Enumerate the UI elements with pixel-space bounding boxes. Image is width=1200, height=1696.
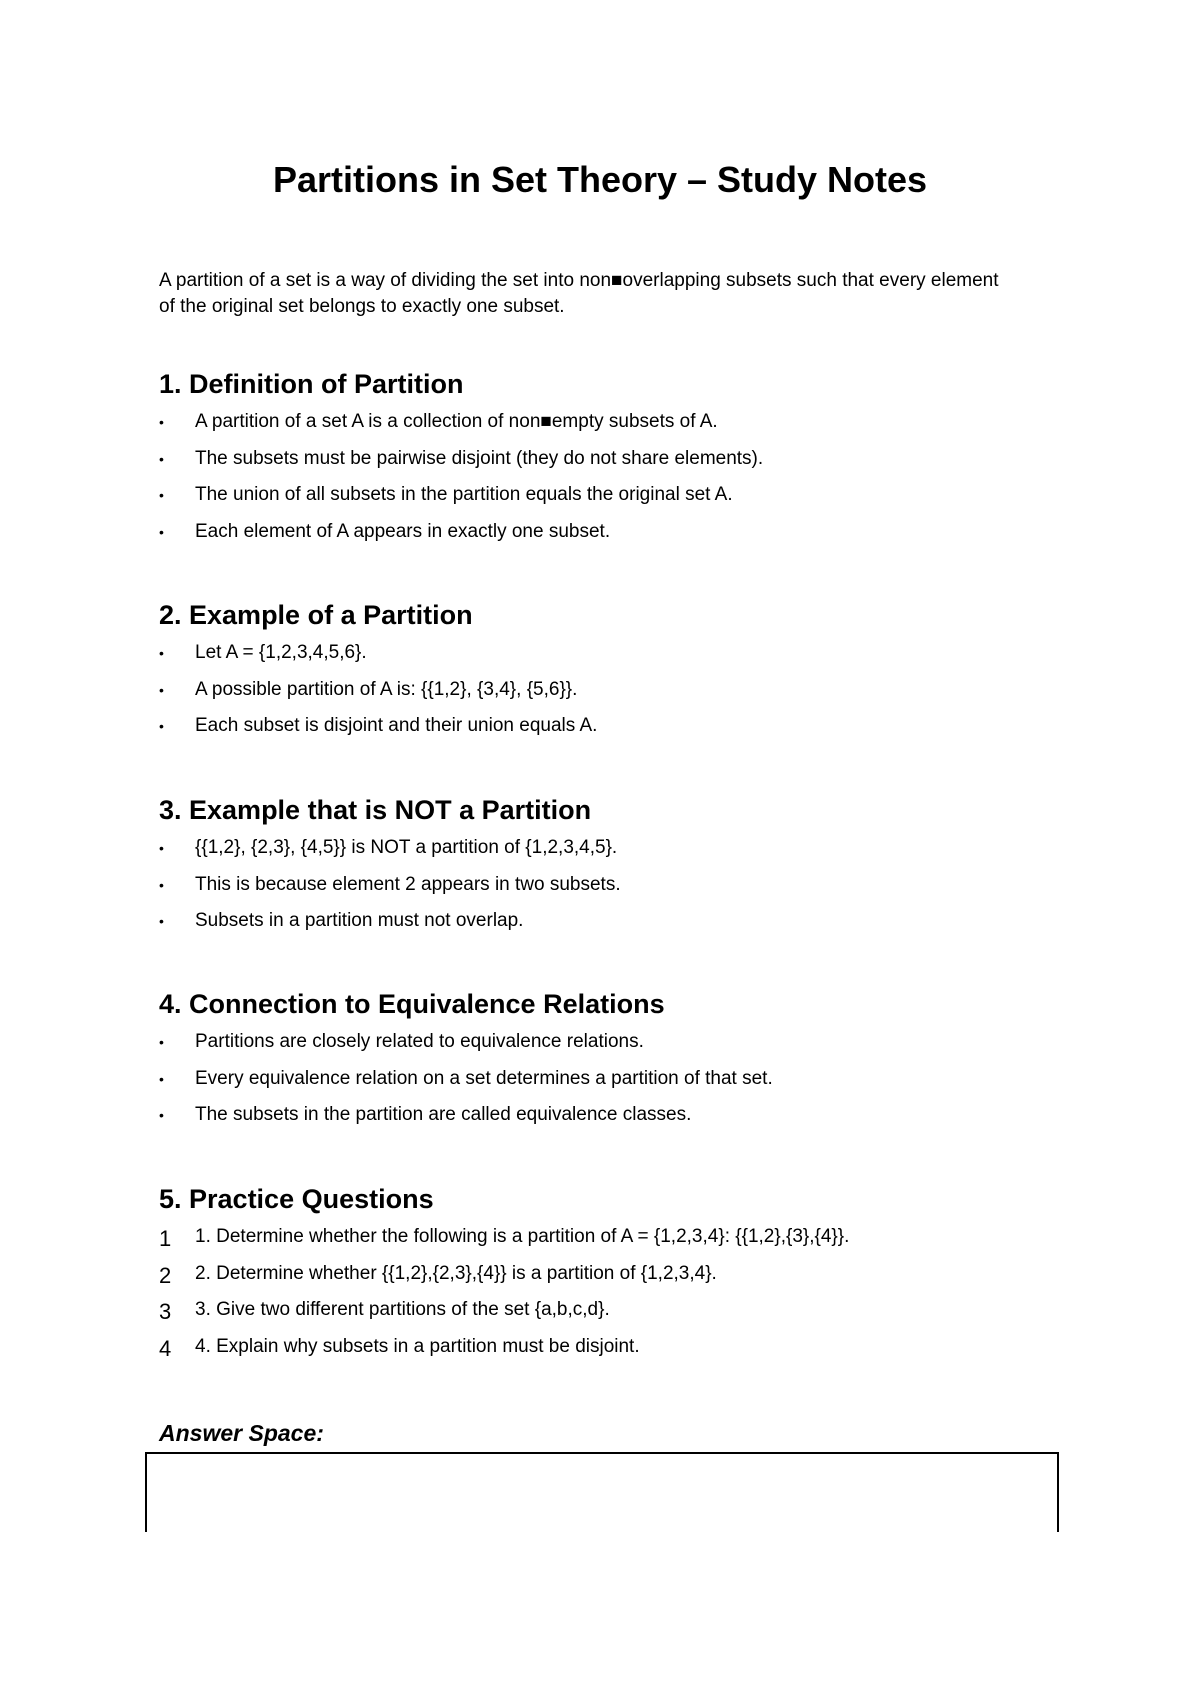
section-heading: 2. Example of a Partition <box>159 600 473 630</box>
list-item <box>159 906 1059 943</box>
question-number: 4 <box>159 1335 172 1361</box>
bullet-list <box>159 1027 1059 1137</box>
bullet-icon: • <box>159 414 164 430</box>
list-item <box>159 444 1059 481</box>
question-text: 4. Explain why subsets in a partition must be disjoint. <box>195 1335 640 1357</box>
list-item-text: This is because element 2 appears in two subsets. <box>195 873 621 895</box>
section-example <box>159 598 1059 748</box>
section-equivalence <box>159 987 1059 1137</box>
list-item-text: A partition of a set A is a collection of non■empty subsets of A. <box>195 411 718 432</box>
list-item-text: Subsets in a partition must not overlap. <box>195 910 524 931</box>
list-item <box>159 1100 1059 1137</box>
list-item-text: The subsets must be pairwise disjoint (they do not share elements). <box>195 447 764 469</box>
bullet-icon: • <box>159 1070 164 1087</box>
section-heading: 3. Example that is NOT a Partition <box>159 795 592 825</box>
list-item <box>159 480 1059 517</box>
list-item-text: Let A = {1,2,3,4,5,6}. <box>195 642 367 663</box>
list-item-text: Each subset is disjoint and their union equals A. <box>195 715 598 736</box>
list-item <box>159 517 1059 554</box>
bullet-list <box>159 407 1059 553</box>
bullet-icon: • <box>159 718 164 734</box>
question-item <box>159 1332 1059 1369</box>
list-item-text: The union of all subsets in the partition equals the original set A. <box>195 484 733 505</box>
bullet-icon: • <box>159 450 164 467</box>
section-heading: 1. Definition of Partition <box>159 369 464 399</box>
question-number: 1 <box>159 1226 172 1251</box>
numbered-list <box>159 1222 1059 1368</box>
intro-paragraph: A partition of a set is a way of dividing the set into non■overlapping subsets such that every element of the original set belongs to exactly one subset. <box>159 270 999 317</box>
bullet-icon: • <box>159 681 164 698</box>
question-text: 2. Determine whether {{1,2},{2,3},{4}} is a partition of {1,2,3,4}. <box>195 1262 717 1284</box>
section-heading: 4. Connection to Equivalence Relations <box>159 989 665 1019</box>
list-item-text: Every equivalence relation on a set determines a partition of that set. <box>195 1067 773 1089</box>
question-number: 2 <box>159 1262 172 1288</box>
bullet-list <box>159 638 1059 748</box>
list-item <box>159 833 1059 870</box>
question-item <box>159 1222 1059 1259</box>
bullet-icon: • <box>159 913 164 929</box>
bullet-icon: • <box>159 523 164 540</box>
question-text: 3. Give two different partitions of the set {a,b,c,d}. <box>195 1299 610 1320</box>
question-number: 3 <box>159 1299 172 1324</box>
list-item-text: {{1,2}, {2,3}, {4,5}} is NOT a partition of {1,2,3,4,5}. <box>195 837 618 858</box>
question-text: 1. Determine whether the following is a partition of A = {1,2,3,4}: {{1,2},{3},{4}}. <box>195 1226 850 1247</box>
section-practice-questions <box>159 1182 1059 1368</box>
list-item <box>159 638 1059 675</box>
bullet-icon: • <box>159 1034 164 1050</box>
bullet-list <box>159 833 1059 943</box>
list-item-text: Partitions are closely related to equivalence relations. <box>195 1031 644 1052</box>
section-non-example <box>159 793 1059 943</box>
section-definition <box>159 367 1059 553</box>
bullet-icon: • <box>159 487 164 503</box>
bullet-icon: • <box>159 1107 164 1123</box>
list-item <box>159 675 1059 712</box>
list-item <box>159 870 1059 907</box>
list-item-text: The subsets in the partition are called equivalence classes. <box>195 1104 692 1125</box>
list-item <box>159 1027 1059 1064</box>
page-title: Partitions in Set Theory – Study Notes <box>272 159 928 200</box>
list-item <box>159 1064 1059 1101</box>
question-item <box>159 1295 1059 1332</box>
section-heading: 5. Practice Questions <box>159 1184 434 1214</box>
bullet-icon: • <box>159 876 164 893</box>
question-item <box>159 1259 1059 1296</box>
list-item <box>159 407 1059 444</box>
list-item <box>159 711 1059 748</box>
list-item-text: A possible partition of A is: {{1,2}, {3,4}, {5,6}}. <box>195 678 578 700</box>
list-item-text: Each element of A appears in exactly one subset. <box>195 520 611 542</box>
answer-box[interactable] <box>145 1452 1059 1532</box>
answer-space-label: Answer Space: <box>159 1420 324 1446</box>
bullet-icon: • <box>159 840 164 856</box>
bullet-icon: • <box>159 645 164 661</box>
